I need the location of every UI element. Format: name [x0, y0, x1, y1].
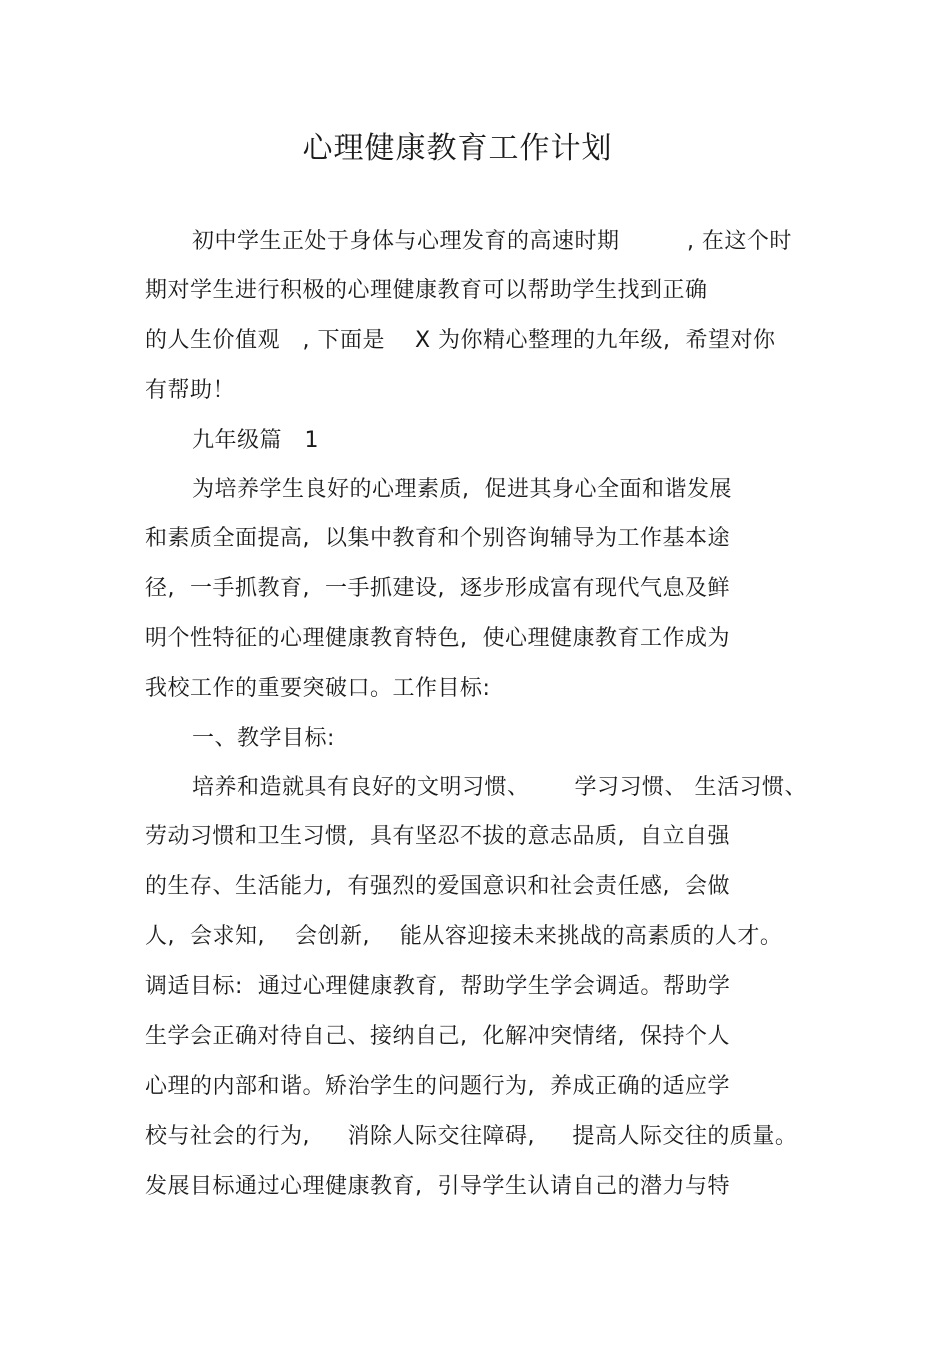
- paragraph-line: 生学会正确对待自己、接纳自己, 化解冲突情绪, 保持个人: [145, 1024, 730, 1049]
- paragraph-line: 校与社会的行为, 消除人际交往障碍, 提高人际交往的质量。: [145, 1124, 798, 1149]
- paragraph-line: 劳动习惯和卫生习惯, 具有坚忍不拔的意志品质, 自立自强: [145, 824, 730, 849]
- document-title: 心理健康教育工作计划: [302, 131, 613, 166]
- paragraph-line: 为培养学生良好的心理素质, 促进其身心全面和谐发展: [192, 477, 732, 502]
- paragraph-line: 的生存、生活能力, 有强烈的爱国意识和社会责任感, 会做: [145, 874, 730, 899]
- paragraph-line: 的人生价值观 , 下面是 X 为你精心整理的九年级, 希望对你: [145, 328, 776, 353]
- subsection-heading: 一、教学目标:: [192, 726, 335, 751]
- paragraph-line: 我校工作的重要突破口。工作目标:: [145, 676, 491, 701]
- paragraph-line: 培养和造就具有良好的文明习惯、 学习习惯、 生活习惯、: [192, 775, 807, 800]
- section-heading: 九年级篇 1: [192, 428, 319, 453]
- paragraph-line: 期对学生进行积极的心理健康教育可以帮助学生找到正确: [145, 278, 708, 303]
- paragraph-line: 心理的内部和谐。矫治学生的问题行为, 养成正确的适应学: [145, 1074, 730, 1099]
- paragraph-line: 初中学生正处于身体与心理发育的高速时期 , 在这个时: [192, 229, 792, 254]
- paragraph-line: 人, 会求知, 会创新, 能从容迎接未来挑战的高素质的人才。: [145, 924, 783, 949]
- paragraph-line: 有帮助！: [145, 378, 236, 403]
- paragraph-line: 调适目标: 通过心理健康教育, 帮助学生学会调适。帮助学: [145, 974, 731, 999]
- paragraph-line: 明个性特征的心理健康教育特色, 使心理健康教育工作成为: [145, 626, 730, 651]
- paragraph-line: 发展目标通过心理健康教育, 引导学生认请自己的潜力与特: [145, 1174, 730, 1199]
- paragraph-line: 径, 一手抓教育, 一手抓建设, 逐步形成富有现代气息及鲜: [145, 576, 730, 601]
- paragraph-line: 和素质全面提高, 以集中教育和个别咨询辅导为工作基本途: [145, 526, 730, 551]
